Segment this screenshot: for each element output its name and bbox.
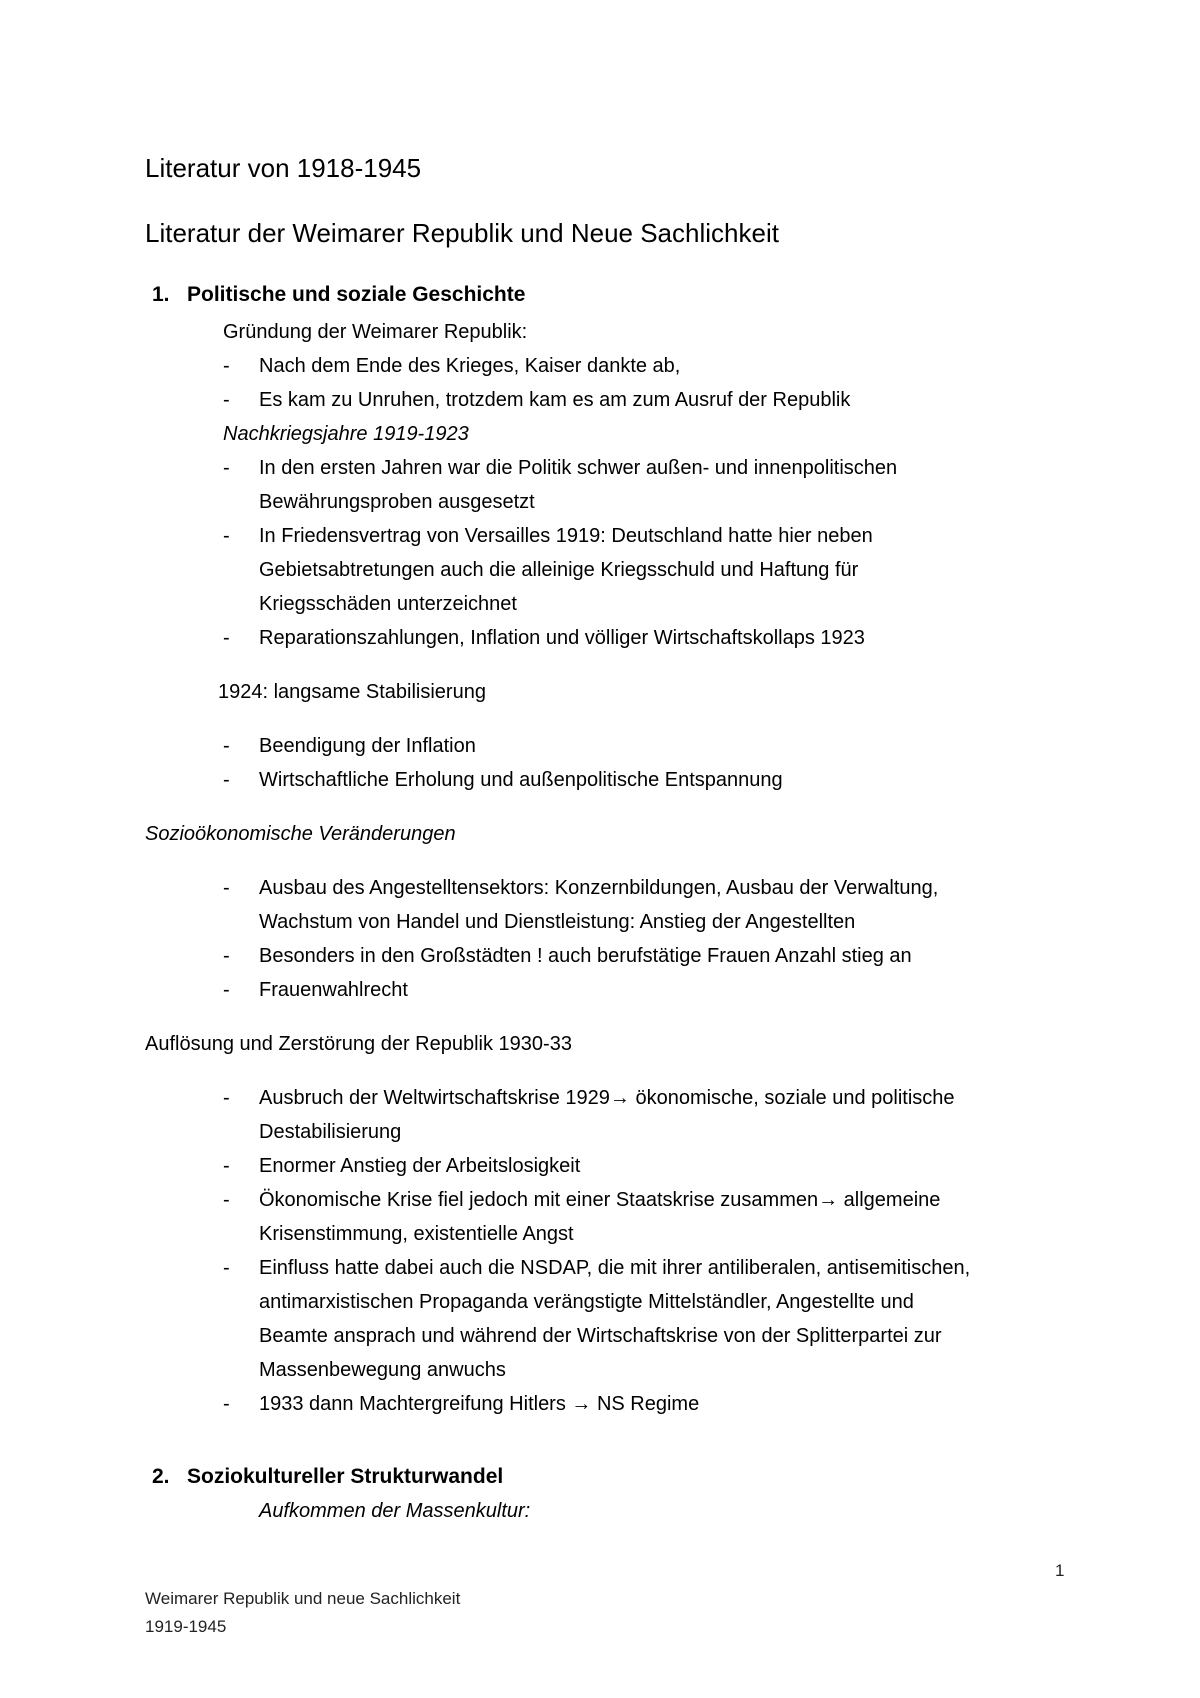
list-item-continuation: Destabilisierung bbox=[259, 1121, 402, 1143]
footer-line-2: 1919-1945 bbox=[145, 1617, 227, 1636]
section-1-number: 1. bbox=[152, 283, 170, 306]
bullet-dash: - bbox=[223, 355, 230, 377]
nachkrieg-label: Nachkriegsjahre 1919-1923 bbox=[223, 423, 469, 445]
list-item: 1933 dann Machtergreifung Hitlers → NS Regime bbox=[259, 1393, 700, 1415]
bullet-dash: - bbox=[223, 1189, 230, 1211]
list-item-continuation: Kriegsschäden unterzeichnet bbox=[259, 593, 517, 615]
bullet-dash: - bbox=[223, 1155, 230, 1177]
section-1-heading: Politische und soziale Geschichte bbox=[187, 283, 526, 306]
page-number: 1 bbox=[1055, 1561, 1065, 1580]
bullet-dash: - bbox=[223, 979, 230, 1001]
list-item: In den ersten Jahren war die Politik schwer außen- und innenpolitischen bbox=[259, 457, 898, 479]
bullet-dash: - bbox=[223, 769, 230, 791]
list-item-continuation: Krisenstimmung, existentielle Angst bbox=[259, 1223, 574, 1245]
section-2-sublabel: Aufkommen der Massenkultur: bbox=[259, 1500, 531, 1522]
bullet-dash: - bbox=[223, 1393, 230, 1415]
sozio-label: Sozioökonomische Veränderungen bbox=[145, 823, 456, 845]
aufloesung-label: Auflösung und Zerstörung der Republik 1930-33 bbox=[145, 1033, 572, 1055]
document-subtitle: Literatur der Weimarer Republik und Neue Sachlichkeit bbox=[145, 218, 779, 248]
list-item-continuation: Wachstum von Handel und Dienstleistung: Anstieg der Angestellten bbox=[259, 911, 856, 933]
bullet-dash: - bbox=[223, 457, 230, 479]
list-item: Wirtschaftliche Erholung und außenpolitische Entspannung bbox=[259, 769, 783, 791]
stabilisierung-label: 1924: langsame Stabilisierung bbox=[218, 681, 486, 703]
list-item: Reparationszahlungen, Inflation und völliger Wirtschaftskollaps 1923 bbox=[259, 627, 865, 649]
bullet-dash: - bbox=[223, 877, 230, 899]
bullet-dash: - bbox=[223, 1257, 230, 1279]
list-item: Frauenwahlrecht bbox=[259, 979, 408, 1001]
list-item-continuation: antimarxistischen Propaganda verängstigte Mittelständler, Angestellte und bbox=[259, 1291, 914, 1313]
bullet-dash: - bbox=[223, 945, 230, 967]
section-2-number: 2. bbox=[152, 1465, 170, 1488]
list-item: Enormer Anstieg der Arbeitslosigkeit bbox=[259, 1155, 581, 1177]
gruendung-label: Gründung der Weimarer Republik: bbox=[223, 321, 528, 343]
bullet-dash: - bbox=[223, 1087, 230, 1109]
list-item: Beendigung der Inflation bbox=[259, 735, 476, 757]
list-item-continuation: Beamte ansprach und während der Wirtschaftskrise von der Splitterpartei zur bbox=[259, 1325, 942, 1347]
list-item-continuation: Massenbewegung anwuchs bbox=[259, 1359, 506, 1381]
document-title: Literatur von 1918-1945 bbox=[145, 153, 422, 183]
list-item-continuation: Gebietsabtretungen auch die alleinige Kriegsschuld und Haftung für bbox=[259, 559, 859, 581]
list-item: Besonders in den Großstädten ! auch berufstätige Frauen Anzahl stieg an bbox=[259, 945, 912, 967]
bullet-dash: - bbox=[223, 627, 230, 649]
footer-line-1: Weimarer Republik und neue Sachlichkeit bbox=[145, 1589, 461, 1608]
list-item: Ökonomische Krise fiel jedoch mit einer Staatskrise zusammen→ allgemeine bbox=[259, 1189, 941, 1211]
bullet-dash: - bbox=[223, 525, 230, 547]
list-item: Ausbruch der Weltwirtschaftskrise 1929→ ökonomische, soziale und politische bbox=[259, 1087, 955, 1109]
bullet-dash: - bbox=[223, 735, 230, 757]
list-item: Nach dem Ende des Krieges, Kaiser dankte ab, bbox=[259, 355, 681, 377]
list-item: Einfluss hatte dabei auch die NSDAP, die mit ihrer antiliberalen, antisemitischen, bbox=[259, 1257, 971, 1279]
section-2-heading: Soziokultureller Strukturwandel bbox=[187, 1465, 504, 1488]
bullet-dash: - bbox=[223, 389, 230, 411]
list-item: Es kam zu Unruhen, trotzdem kam es am zum Ausruf der Republik bbox=[259, 389, 851, 411]
list-item: In Friedensvertrag von Versailles 1919: Deutschland hatte hier neben bbox=[259, 525, 873, 547]
list-item: Ausbau des Angestelltensektors: Konzernbildungen, Ausbau der Verwaltung, bbox=[259, 877, 939, 899]
list-item-continuation: Bewährungsproben ausgesetzt bbox=[259, 491, 535, 513]
